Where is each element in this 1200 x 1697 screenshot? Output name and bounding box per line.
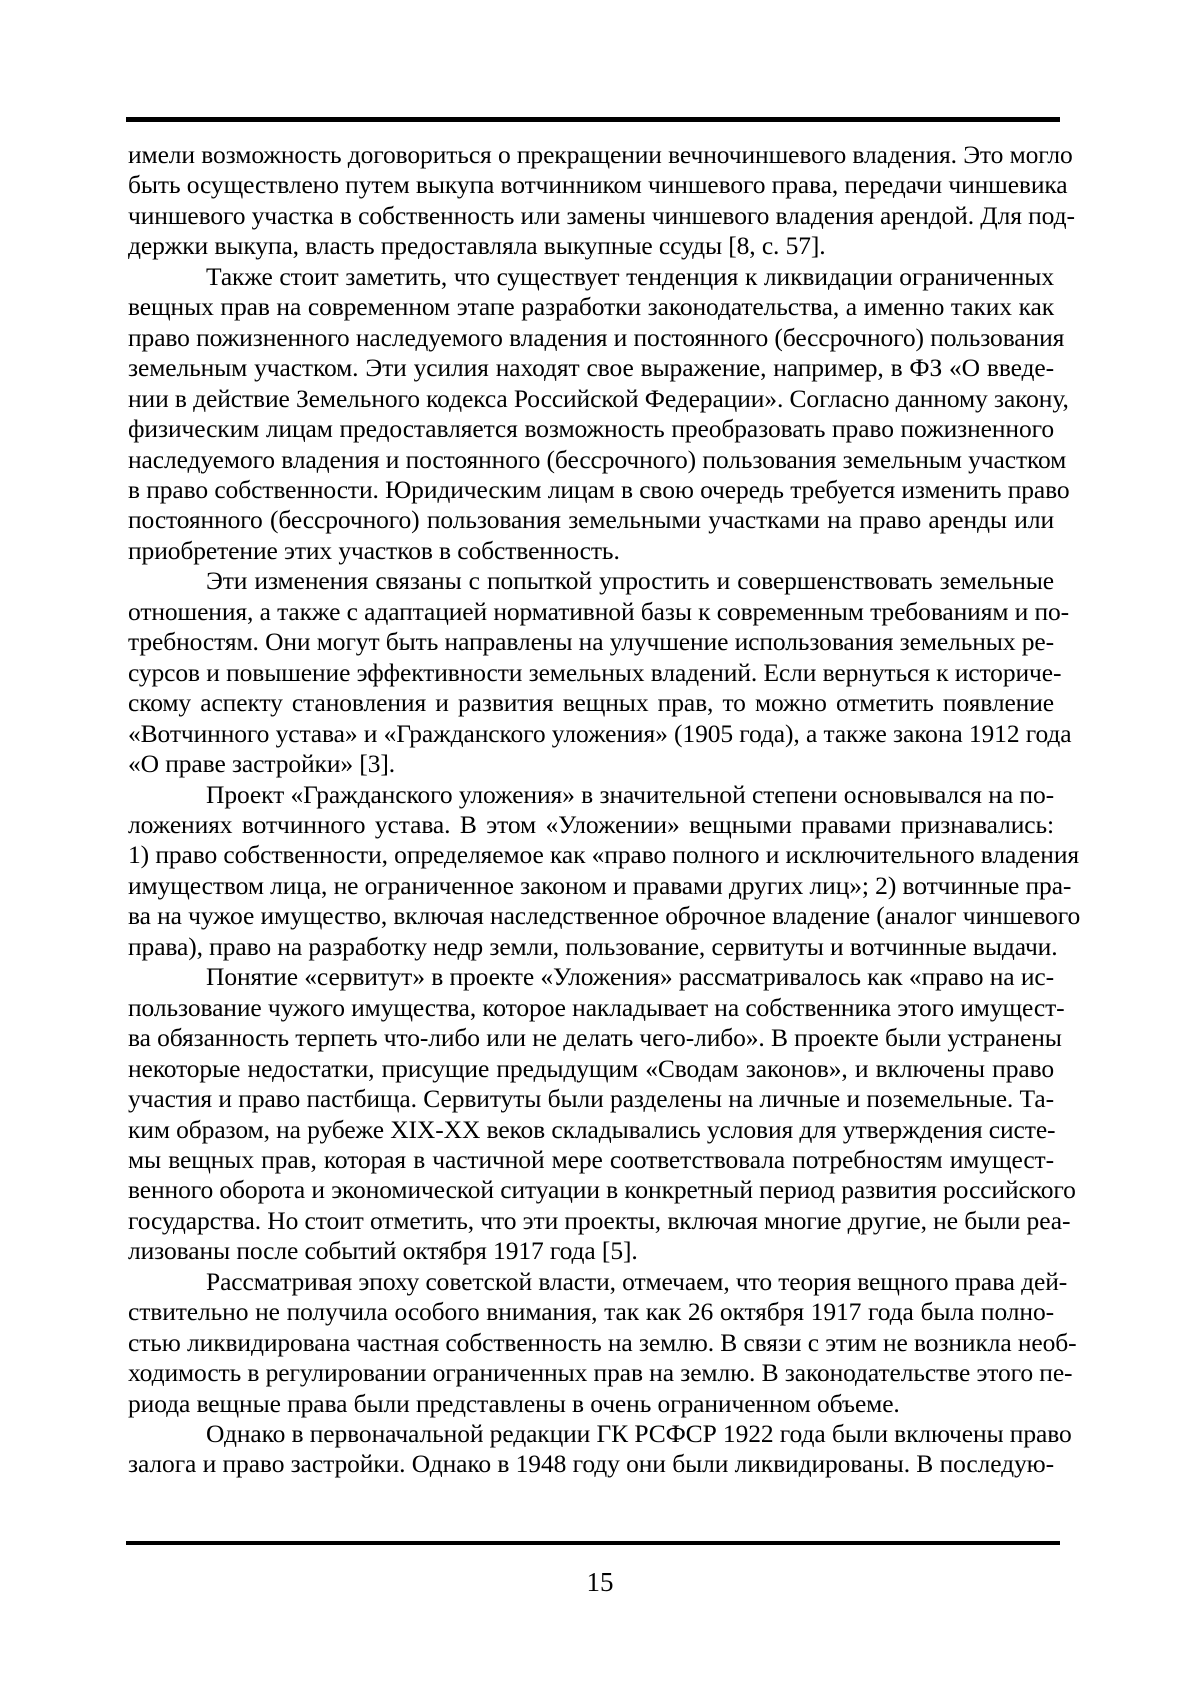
text-line: пользование чужого имущества, которое накладывает на собственника этого имущест- (128, 992, 1065, 1022)
text-line: Рассматривая эпоху советской власти, отмечаем, что теория вещного права дей- (206, 1266, 1068, 1296)
text-line: в право собственности. Юридическим лицам в свою очередь требуется изменить право (128, 474, 1070, 504)
paragraph (128, 779, 1081, 963)
text-line: имуществом лица, не ограниченное законом и правами других лиц»; 2) вотчинные пра- (128, 870, 1072, 900)
text-line: лизованы после событий октября 1917 года [5]. (128, 1236, 638, 1266)
text-line: Проект «Гражданского уложения» в значительной степени основывался на по- (206, 779, 1054, 809)
text-line: держки выкупа, власть предоставляла выкупные ссуды [8, с. 57]. (128, 231, 826, 261)
text-line: сурсов и повышение эффективности земельных владений. Если вернуться к историче- (128, 657, 1062, 687)
paragraph (128, 1419, 1072, 1480)
text-line: стью ликвидирована частная собственность на землю. В связи с этим не возникла необ- (128, 1327, 1077, 1357)
text-line: участия и право пастбища. Сервитуты были разделены на личные и поземельные. Та- (128, 1084, 1054, 1114)
text-line: «О праве застройки» [3]. (128, 749, 396, 779)
text-line: земельным участком. Эти усилия находят свое выражение, например, в ФЗ «О введе- (128, 353, 1054, 383)
text-line: отношения, а также с адаптацией нормативной базы к современным требованиям и по- (128, 596, 1070, 626)
text-line: «Вотчинного устава» и «Гражданского уложения» (1905 года), а также закона 1912 года (128, 718, 1072, 748)
text-line: чиншевого участка в собственность или замены чиншевого владения арендой. Для под- (128, 200, 1075, 230)
text-line: постоянного (бессрочного) пользования земельными участками на право аренды или (128, 505, 1054, 535)
text-line: ложениях вотчинного устава. В этом «Уложении» вещными правами признавались: (128, 809, 1054, 839)
paragraph (128, 962, 1076, 1267)
text-line: физическим лицам предоставляется возможность преобразовать право пожизненного (128, 414, 1054, 444)
text-line: наследуемого владения и постоянного (бессрочного) пользования земельным участком (128, 444, 1067, 474)
text-line: быть осуществлено путем выкупа вотчинником чиншевого права, передачи чиншевика (128, 170, 1068, 200)
text-line: ствительно не получила особого внимания, так как 26 октября 1917 года была полно- (128, 1297, 1054, 1327)
text-line: ва на чужое имущество, включая наследственное оброчное владение (аналог чиншевого (128, 901, 1081, 931)
text-line: некоторые недостатки, присущие предыдущим «Сводам законов», и включены право (128, 1053, 1054, 1083)
footer-rule (126, 1541, 1060, 1545)
text-line: ва обязанность терпеть что-либо или не делать чего-либо». В проекте были устранены (128, 1023, 1062, 1053)
text-line: государства. Но стоит отметить, что эти проекты, включая многие другие, не были реа- (128, 1205, 1071, 1235)
text-line: требностям. Они могут быть направлены на улучшение использования земельных ре- (128, 627, 1055, 657)
text-line: венного оборота и экономической ситуации в конкретный период развития российского (128, 1175, 1076, 1205)
text-line: риода вещные права были представлены в очень ограниченном объеме. (128, 1388, 900, 1418)
paragraph (128, 566, 1072, 779)
text-line: мы вещных прав, которая в частичной мере соответствовала потребностям имущест- (128, 1144, 1054, 1174)
text-line: право пожизненного наследуемого владения и постоянного (бессрочного) пользования (128, 322, 1065, 352)
text-line: нии в действие Земельного кодекса Российской Федерации». Согласно данному закону, (128, 383, 1069, 413)
text-line: ким образом, на рубеже XIX-XX веков складывались условия для утверждения систе- (128, 1114, 1056, 1144)
text-line: Эти изменения связаны с попыткой упростить и совершенствовать земельные (206, 566, 1054, 596)
text-line: вещных прав на современном этапе разработки законодательства, а именно таких как (128, 292, 1054, 322)
text-line: залога и право застройки. Однако в 1948 году они были ликвидированы. В последую- (128, 1449, 1054, 1479)
text-line: права), право на разработку недр земли, пользование, сервитуты и вотчинные выдачи. (128, 931, 1058, 961)
page-body-text (128, 140, 1081, 1480)
text-line: ходимость в регулировании ограниченных прав на землю. В законодательстве этого пе- (128, 1358, 1073, 1388)
text-line: Понятие «сервитут» в проекте «Уложения» рассматривалось как «право на ис- (206, 962, 1054, 992)
text-line: Также стоит заметить, что существует тенденция к ликвидации ограниченных (206, 261, 1054, 291)
header-rule (126, 117, 1060, 122)
paragraph (128, 1266, 1077, 1419)
text-line: имели возможность договориться о прекращении вечночиншевого владения. Это могло (128, 140, 1073, 169)
text-line: приобретение этих участков в собственность. (128, 535, 620, 565)
paragraph (128, 261, 1070, 567)
page-number: 15 (586, 1567, 614, 1597)
paragraph (128, 140, 1075, 262)
text-line: 1) право собственности, определяемое как «право полного и исключительного владения (128, 840, 1080, 870)
text-line: скому аспекту становления и развития вещных прав, то можно отметить появление (128, 688, 1054, 718)
text-line: Однако в первоначальной редакции ГК РСФСР 1922 года были включены право (206, 1419, 1072, 1449)
